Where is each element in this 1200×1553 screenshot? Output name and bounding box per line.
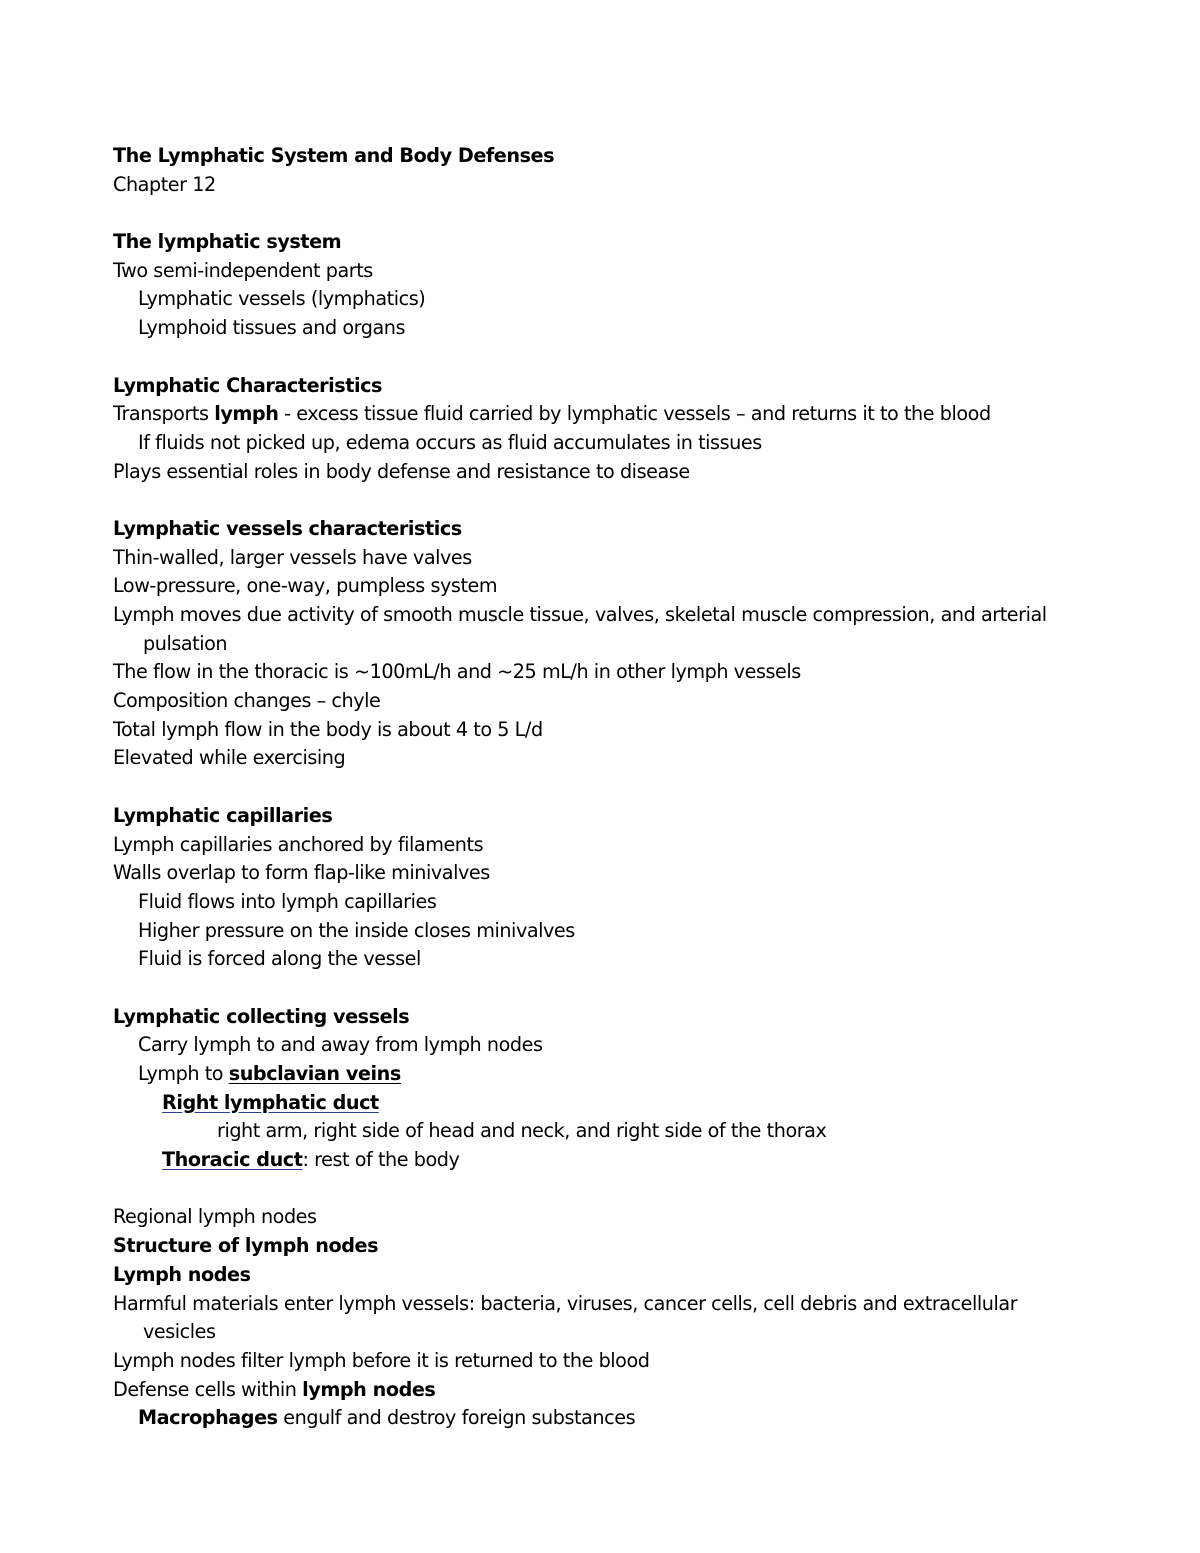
text-line: If fluids not picked up, edema occurs as fluid accumulates in tissues — [138, 430, 762, 454]
text-line: Elevated while exercising — [113, 746, 346, 770]
text-line: Fluid is forced along the vessel — [138, 947, 421, 971]
text-line — [113, 1146, 1113, 1175]
text-run: engulf and destroy foreign substances — [277, 1406, 636, 1430]
section-heading-vessels-characteristics: Lymphatic vessels characteristics — [113, 516, 462, 540]
text-run: Lymph to — [138, 1062, 229, 1085]
text-line: right arm, right side of head and neck, and right side of the thorax — [217, 1119, 827, 1143]
text-line: Harmful materials enter lymph vessels: bacteria, viruses, cancer cells, cell debris and extracellular — [113, 1291, 1018, 1315]
section-heading-lymphatic-characteristics: Lymphatic Characteristics — [113, 373, 382, 397]
chapter-label: Chapter 12 — [113, 172, 216, 196]
text-run: - excess tissue fluid carried by lymphatic vessels – and returns it to the blood — [278, 402, 991, 426]
underlined-term-thoracic-duct: Thoracic duct — [162, 1148, 303, 1172]
section-heading-lymph-nodes: Lymph nodes — [113, 1262, 251, 1286]
spacer — [113, 486, 1113, 515]
text-line: Plays essential roles in body defense and resistance to disease — [113, 459, 690, 483]
document-page — [113, 142, 1113, 1433]
underlined-term-right-lymphatic-duct: Right lymphatic duct — [162, 1090, 379, 1114]
section-heading-lymphatic-capillaries: Lymphatic capillaries — [113, 803, 333, 827]
text-line: Two semi-independent parts — [113, 258, 373, 282]
text-line: Composition changes – chyle — [113, 689, 381, 713]
text-line: Fluid flows into lymph capillaries — [138, 889, 437, 913]
section-heading-collecting-vessels: Lymphatic collecting vessels — [113, 1004, 410, 1028]
text-run: : rest of the body — [302, 1148, 460, 1172]
text-line-continuation: vesicles — [143, 1320, 216, 1344]
spacer — [113, 199, 1113, 228]
text-line — [113, 1376, 1113, 1405]
text-line — [113, 400, 1113, 429]
text-line: Lymph capillaries anchored by filaments — [113, 832, 484, 856]
text-line: Higher pressure on the inside closes minivalves — [138, 918, 575, 942]
bold-term-lymph: lymph — [214, 402, 279, 426]
section-heading-lymphatic-system: The lymphatic system — [113, 230, 342, 254]
text-line — [113, 1060, 1113, 1089]
text-line: Lymph nodes filter lymph before it is returned to the blood — [113, 1348, 650, 1372]
text-line: Carry lymph to and away from lymph nodes — [138, 1033, 543, 1057]
text-run: Transports — [113, 402, 215, 426]
text-line: Lymphatic vessels (lymphatics) — [138, 287, 426, 311]
text-line: Walls overlap to form flap-like minivalves — [113, 861, 490, 885]
text-line: Regional lymph nodes — [113, 1205, 317, 1229]
text-line-continuation: pulsation — [143, 631, 228, 655]
section-heading-structure-of-lymph-nodes: Structure of lymph nodes — [113, 1234, 379, 1258]
spacer — [113, 974, 1113, 1003]
bold-term-lymph-nodes: lymph nodes — [302, 1377, 436, 1401]
text-line — [113, 1089, 1113, 1118]
text-line — [113, 1404, 1113, 1433]
spacer — [113, 773, 1113, 802]
underlined-term-subclavian-veins: subclavian veins — [228, 1062, 401, 1085]
document-title: The Lymphatic System and Body Defenses — [113, 144, 555, 167]
spacer — [113, 343, 1113, 372]
text-line: Low-pressure, one-way, pumpless system — [113, 574, 498, 598]
text-line: Thin-walled, larger vessels have valves — [113, 545, 472, 569]
text-run: Defense cells within — [113, 1377, 303, 1401]
text-line: Lymph moves due activity of smooth muscle tissue, valves, skeletal muscle compression, and arterial — [113, 603, 1047, 626]
spacer — [113, 1175, 1113, 1204]
text-line: Lymphoid tissues and organs — [138, 316, 406, 340]
text-line: Total lymph flow in the body is about 4 to 5 L/d — [113, 717, 543, 741]
text-line: The flow in the thoracic is ~100mL/h and ~25 mL/h in other lymph vessels — [113, 660, 801, 684]
bold-term-macrophages: Macrophages — [138, 1406, 278, 1430]
